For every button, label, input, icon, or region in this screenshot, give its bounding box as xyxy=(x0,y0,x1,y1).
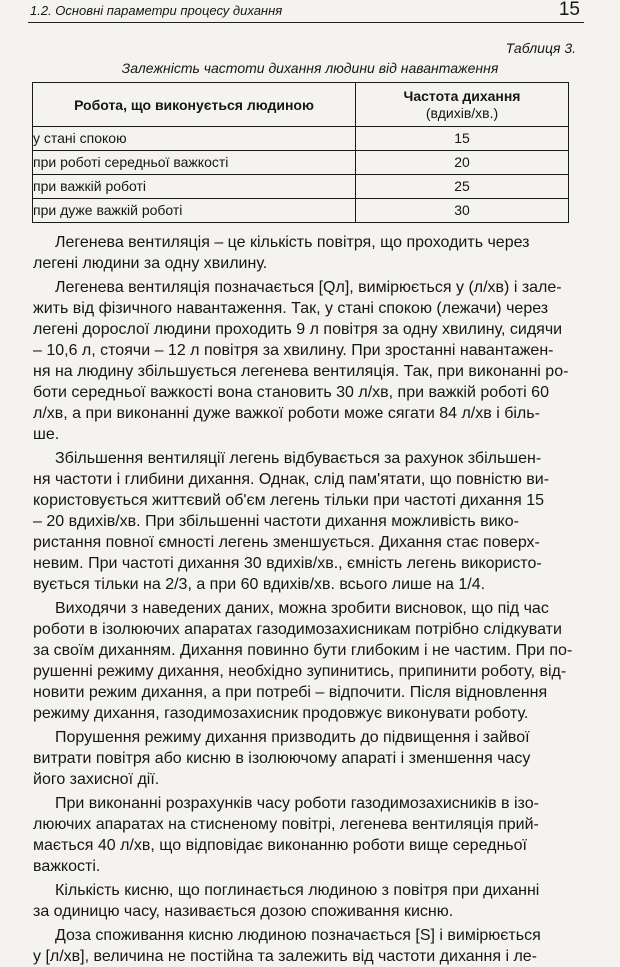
table-header-row xyxy=(33,83,569,127)
text-line: Виходячи з наведених даних, можна зробити висновок, що під час xyxy=(55,600,549,617)
text-line: Легенева вентиляція – це кількість повітря, що проходить через xyxy=(55,234,530,251)
table-body xyxy=(33,127,569,223)
text-line: користовується життєвий об'єм легень тільки при частоті дихання 15 xyxy=(33,492,544,509)
text-line: рушенні режиму дихання, необхідно зупинитись, припинити роботу, від- xyxy=(33,663,567,680)
text-line: При виконанні розрахунків часу роботи газодимозахисників в ізо- xyxy=(55,795,539,812)
body-text xyxy=(33,232,585,967)
text-line: боти середньої важкості вона становить 30 л/хв, при важкій роботі 60 xyxy=(33,384,549,401)
cell-rate: 25 xyxy=(356,175,569,199)
text-line: за одиницю часу, називається дозою споживання кисню. xyxy=(33,903,454,920)
cell-work: при дуже важкій роботі xyxy=(33,199,356,223)
text-line: невим. При частоті дихання 30 вдихів/хв., ємність легень використо- xyxy=(33,555,542,572)
cell-rate: 15 xyxy=(356,127,569,151)
paragraph xyxy=(33,880,585,922)
text-line: люючих апаратах на стисненому повітрі, легенева вентиляція прий- xyxy=(33,816,539,833)
text-line: Легенева вентиляція позначається [Qл], вимірюється у (л/хв) і зале- xyxy=(55,279,562,296)
column-header-rate-unit: (вдихів/хв.) xyxy=(425,104,499,121)
column-header-rate-label: Частота дихання xyxy=(403,87,521,104)
table-row xyxy=(33,151,569,175)
text-line: Кількість кисню, що поглинається людиною з повітря при диханні xyxy=(55,882,540,899)
text-line: Збільшення вентиляції легень відбувається за рахунок збільшен- xyxy=(55,450,542,467)
column-header-rate xyxy=(356,83,569,127)
cell-work: при важкій роботі xyxy=(33,175,356,199)
text-line: режиму дихання, газодимозахисник продовжує виконувати роботу. xyxy=(33,705,529,722)
cell-work: при роботі середньої важкості xyxy=(33,151,356,175)
paragraph xyxy=(33,232,585,274)
table-caption: Залежність частоти дихання людини від навантаження xyxy=(121,60,499,76)
cell-work: у стані спокою xyxy=(33,127,356,151)
text-line: важкості. xyxy=(33,858,101,875)
text-line: ня на людину збільшується легенева вентиляція. Так, при виконанні ро- xyxy=(33,363,569,380)
text-line: мається 40 л/хв, що відповідає виконанню роботи вище середньої xyxy=(33,837,527,854)
text-line: ше. xyxy=(33,426,60,443)
text-line: за своїм диханням. Дихання повинно бути глибоким і не частим. При по- xyxy=(33,642,573,659)
paragraph xyxy=(33,277,585,445)
paragraph xyxy=(33,448,585,595)
cell-rate: 20 xyxy=(356,151,569,175)
text-line: легені людини за одну хвилину. xyxy=(33,255,268,272)
paragraph xyxy=(33,598,585,724)
text-line: вується тільки на 2/3, а при 60 вдихів/хв. всього лише на 1/4. xyxy=(33,576,486,593)
text-line: Порушення режиму дихання призводить до підвищення і зайвої xyxy=(55,729,530,746)
paragraph xyxy=(33,925,585,967)
text-line: у [л/хв], величина не постійна та залежить від частоти дихання і ле- xyxy=(33,948,538,965)
table-row xyxy=(33,127,569,151)
text-line: ня частоти і глибини дихання. Однак, слід пам'ятати, що повністю ви- xyxy=(33,471,550,488)
text-line: новити режим дихання, а при потребі – відпочити. Після відновлення xyxy=(33,684,548,701)
text-line: легені дорослої людини проходить 9 л повітря за одну хвилину, сидячи xyxy=(33,321,563,338)
paragraph xyxy=(33,727,585,790)
text-line: роботи в ізолюючих апаратах газодимозахисникам потрібно слідкувати xyxy=(33,621,562,638)
text-line: жить від фізичного навантаження. Так, у стані спокою (лежачи) через xyxy=(33,300,549,317)
text-line: Доза споживання кисню людиною позначається [S] і вимірюється xyxy=(55,927,541,944)
running-header xyxy=(28,0,584,23)
text-line: витрати повітря або кисню в ізолюючому апараті і зменшення часу xyxy=(33,750,531,767)
text-line: л/хв, а при виконанні дуже важкої роботи може сягати 84 л/хв і біль- xyxy=(33,405,540,422)
page-number: 15 xyxy=(558,0,580,20)
table-row xyxy=(33,199,569,223)
section-title: 1.2. Основні параметри процесу дихання xyxy=(30,3,283,18)
text-line: – 20 вдихів/хв. При збільшенні частоти дихання можливість вико- xyxy=(33,513,519,530)
table-label: Таблиця 3. xyxy=(505,40,576,56)
table-row xyxy=(33,175,569,199)
breathing-rate-table xyxy=(32,82,569,223)
paragraph xyxy=(33,793,585,877)
cell-rate: 30 xyxy=(356,199,569,223)
column-header-work: Робота, що виконується людиною xyxy=(33,83,356,127)
text-line: його захисної дії. xyxy=(33,771,160,788)
text-line: ристання повної ємності легень зменшується. Дихання стає поверх- xyxy=(33,534,540,551)
text-line: – 10,6 л, стоячи – 12 л повітря за хвилину. При зростанні навантажен- xyxy=(33,342,554,359)
